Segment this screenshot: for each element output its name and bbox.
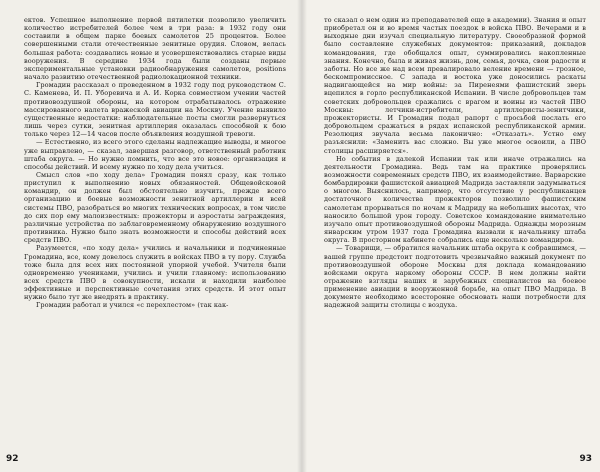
paragraph: — Естественно, из всего этого сделаны надлежащие выводы, и многое уже выправлено, — сказал, завершая разговор, ответственный работник штаба округа. — Но нужно помнить, что все это новое: организация и способы действий. И всему нужно по ходу дела учиться. [24, 138, 286, 171]
paragraph: Смысл слов «по ходу дела» Громадин понял сразу, как только приступил к выполнению новых обязанностей. Общевойсковой командир, он должен был обстоятельно изучить, прежде всего организацию и боевые возможности зенитной артиллерии и всей системы ПВО, разобраться во многих технических вопросах, в том числе до сих пор ему малоизвестных: прожекторы и аэростаты заграждения, различные устройства по заблаговременному обнаружению воздушного противника. Нужно было знать возможности и способы действий всех средств ПВО. [24, 170, 286, 245]
paragraph: Но события в далекой Испании так или иначе отражались на деятельности Громадина. Ведь там на практике проверялись возможности современных средств ПВО, их взаимодействие. Варварские бомбардировки фашистской авиацией Мадрида заставляли задумываться о многом. Выяснилось, например, что отсутствие у республиканцев достаточного количества прожекторов позволило фашистским самолетам прорываться по ночам к Мадриду на небольших высотах, что наносило большой урон городу. Советское командование внимательно изучало опыт противовоздушной обороны Мадрида. Однажды морозным январским утром 1937 года Громадина вызвали к начальнику штаба округа. В просторном кабинете собрались еще несколько командиров. [324, 154, 586, 245]
paragraph: ектов. Успешное выполнение первой пятилетки позволило увеличить количество истребителей более чем в три раза: в 1932 году они составили в общем парке боевых самолетов 25 процентов. Более совершенными стали отечественные зенитные орудия. Словом, велась большая работа: создавались новые и усовершенствовались старые виды вооружения. В середине 1934 года были созданы первые экспериментальные установки радиообнаружения самолетов, positions начало развитию отечественной радиолокационной техники. [24, 16, 286, 82]
paragraph: Разумеется, «по ходу дела» учились и начальники и подчиненные Громадина, все, кому довелось служить в войсках ПВО в ту пору. Служба тоже была для всех них постоянной упорной учебой. Учителя были одновременно учениками, учились и учили главному: использованию всех средств ПВО в совокупности, искали и находили наиболее эффективные и перспективные сочетания этих средств. И этот опыт нужно было тут же внедрять в практику. [24, 244, 286, 302]
right-page-text [324, 16, 586, 310]
paragraph: то сказал о нем один из преподавателей еще в академии). Знания и опыт приобретал он и во время частых поездок в войска ПВО. Вечерами и в выходные дни изучал специальную литературу. Своеобразной формой было составление служебных документов: приказаний, докладов командования, где обобщался опыт, суммировались накопленные знания. Конечно, была и живая жизнь, дом, семья, дочка, свои радости и заботы. Но все же над всем превалировало веление времени — грозное, бескомпромиссное. С запада и востока уже доносились раскаты надвигающейся на мир войны: за Пиренеями фашистский зверь вцепился в горло республиканской Испании. В числе добровольцев там советских добровольцев сражались с врагом и воины из частей ПВО Москвы: летчики-истребители, артиллеристы-зенитчики, прожектористы. И Громадин подал рапорт с просьбой послать его добровольцем сражаться в рядах испанской республиканской армии. Резолюция звучала весьма лаконично: «Отказать». Устно ему разъяснили: «Заменить вас сложно. Вы уже многое освоили, а ПВО столицы расширяется». [324, 16, 586, 155]
right-page [302, 0, 600, 472]
paragraph: Громадин рассказал о проведенном в 1932 году под руководством С. С. Каменева, И. П. Уборевича и А. И. Корка совместном учении частей противовоздушной обороны, на котором отрабатывалось отражение массированного налета вражеской авиации на Москву. Учение выявило существенные недостатки: наблюдательные посты смогли развернуться лишь через сутки, зенитная артиллерия оказалась способной к бою только через 12—14 часов после объявления воздушной тревоги. [24, 81, 286, 139]
page-number: 93 [579, 454, 592, 464]
paragraph: Громадин работал и учился «с перехлестом» (так как- [36, 301, 229, 310]
book-gutter [297, 0, 307, 472]
page-number: 92 [6, 454, 19, 464]
left-page-text [24, 16, 286, 310]
paragraph: — Товарищи, — обратился начальник штаба округа к собравшимся, — вашей группе предстоит подготовить чрезвычайно важный документ по противовоздушной обороне Москвы для доклада командованию войсками округа наркому обороны СССР. В нем должны найти отражение взгляды наших и зарубежных специалистов на боевое применение авиации в вооруженной борьбе, на опыт ПВО Мадрида. В документе необходимо всесторонне обосновать наши потребности для надежной защиты столицы с воздуха. [324, 244, 586, 310]
